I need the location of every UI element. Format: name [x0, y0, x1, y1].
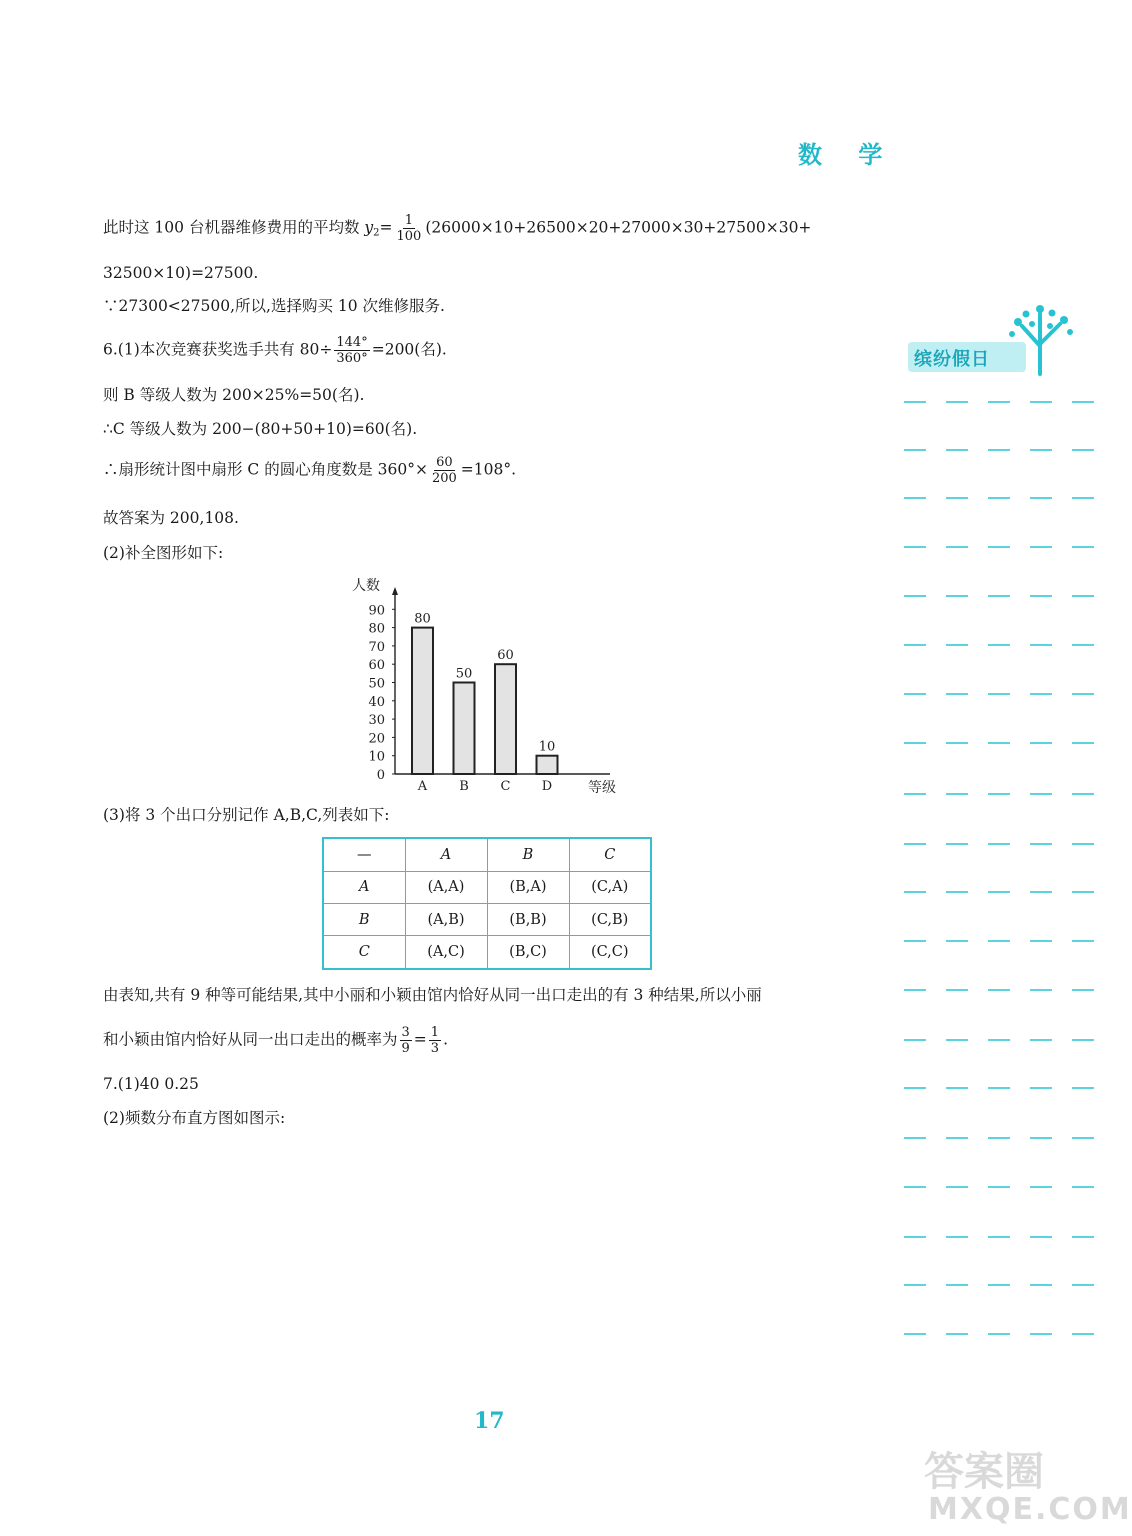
data-label: 60: [497, 648, 514, 664]
bar-B: [454, 683, 475, 775]
text-line-8: 故答案为 200,108.: [103, 509, 239, 527]
note-line: [904, 546, 1094, 548]
data-label: 80: [414, 611, 431, 627]
table-cell: A: [405, 838, 487, 871]
note-line: [904, 1039, 1094, 1041]
fraction: $\frac{1}{3}$: [430, 1025, 440, 1056]
text-line-4: 6.(1)本次竞赛获奖选手共有 80÷ $\frac{144^\circ}{360^\circ}$ =200(名).: [103, 335, 447, 366]
text-line-2: 32500×10)=27500.: [103, 264, 259, 282]
table-row: [323, 871, 651, 903]
table-cell: (C,B): [569, 903, 651, 935]
table-cell: (B,C): [487, 936, 569, 969]
text-line-7: ∴扇形统计图中扇形 C 的圆心角度数是 360°× $\frac{60}{200}$ =108°.: [103, 455, 517, 486]
note-line: [904, 793, 1094, 795]
note-line: [904, 1236, 1094, 1238]
data-label: 50: [455, 666, 473, 682]
text-line-3: ∵27300<27500,所以,选择购买 10 次维修服务.: [103, 297, 445, 315]
badge-label: 缤纷假日: [914, 349, 990, 370]
text-line-1: 此时这 100 台机器维修费用的平均数 $y_2=$ $\frac{1}{100}$ (26000×10+26500×20+27000×30+27500×30+: [103, 213, 812, 244]
text-line-10: (3)将 3 个出口分别记作 A,B,C,列表如下:: [103, 806, 390, 824]
y-axis-arrow: [392, 587, 398, 595]
y-tick-label: 30: [368, 713, 385, 729]
table-cell: A: [323, 871, 405, 903]
note-line: [904, 595, 1094, 597]
subject-title: 数 学: [798, 141, 897, 169]
y-tick-label: 80: [368, 621, 385, 637]
note-line: [904, 644, 1094, 646]
x-tick-label: D: [541, 779, 553, 794]
text-line-6: ∴C 等级人数为 200−(80+50+10)=60(名).: [103, 420, 418, 438]
watermark-url: MXQE.COM: [928, 1492, 1132, 1527]
table-cell: B: [323, 903, 405, 935]
y-tick-label: 60: [368, 658, 385, 674]
outcome-table: [322, 837, 652, 970]
y-tick-label: 40: [368, 694, 385, 710]
note-line: [904, 401, 1094, 403]
note-line: [904, 497, 1094, 499]
table-row: [323, 903, 651, 935]
note-line: [904, 1137, 1094, 1139]
x-tick-label: A: [417, 779, 428, 794]
note-line: [904, 989, 1094, 991]
note-line: [904, 693, 1094, 695]
watermark-logo: 答案圈: [924, 1449, 1044, 1495]
bar-chart: [340, 572, 640, 800]
page-number: 17: [474, 1408, 505, 1434]
table-cell: (B,A): [487, 871, 569, 903]
y-axis-label: 人数: [352, 578, 380, 594]
fraction: $\frac{144^\circ}{360^\circ}$: [336, 335, 368, 366]
table-cell: C: [323, 936, 405, 969]
y-tick-label: 10: [368, 749, 385, 765]
table-cell: (C,C): [569, 936, 651, 969]
fraction: $\frac{60}{200}$: [431, 455, 457, 486]
y-tick-label: 20: [368, 731, 385, 747]
fraction: $\frac{3}{9}$: [401, 1025, 410, 1056]
text-line-5: 则 B 等级人数为 200×25%=50(名).: [103, 386, 365, 404]
table-cell: (C,A): [569, 871, 651, 903]
note-line: [904, 742, 1094, 744]
table-cell: —: [323, 838, 405, 871]
note-line: [904, 1284, 1094, 1286]
table-header-row: [323, 838, 651, 871]
y-tick-label: 90: [368, 603, 385, 619]
text-line-9: (2)补全图形如下:: [103, 544, 224, 562]
table-cell: C: [569, 838, 651, 871]
text-line-11: 由表知,共有 9 种等可能结果,其中小丽和小颖由馆内恰好从同一出口走出的有 3 种结果,所以小丽: [103, 986, 762, 1004]
y-tick-label: 0: [376, 768, 385, 783]
text-line-14: (2)频数分布直方图如图示:: [103, 1109, 286, 1127]
note-line: [904, 1333, 1094, 1335]
fraction: $\frac{1}{100}$: [396, 213, 422, 244]
data-label: 10: [538, 739, 556, 755]
table-row: [323, 936, 651, 969]
text-line-13: 7.(1)40 0.25: [103, 1075, 199, 1093]
x-axis-label: 等级: [588, 780, 616, 796]
note-line: [904, 1087, 1094, 1089]
x-tick-label: C: [500, 779, 511, 794]
note-line: [904, 940, 1094, 942]
note-line: [904, 1186, 1094, 1188]
bar-A: [412, 628, 433, 774]
y-tick-label: 50: [368, 676, 385, 692]
table-cell: (A,C): [405, 936, 487, 969]
table-cell: (A,B): [405, 903, 487, 935]
y-tick-label: 70: [368, 639, 385, 655]
bar-C: [495, 664, 516, 774]
table-cell: (B,B): [487, 903, 569, 935]
note-line: [904, 449, 1094, 451]
table-cell: (A,A): [405, 871, 487, 903]
table-cell: B: [487, 838, 569, 871]
bar-D: [537, 756, 558, 774]
x-tick-label: B: [459, 779, 469, 794]
note-line: [904, 891, 1094, 893]
note-line: [904, 843, 1094, 845]
text-line-12: 和小颖由馆内恰好从同一出口走出的概率为 $\frac{3}{9}$ = $\frac{1}{3}$ .: [103, 1025, 449, 1056]
